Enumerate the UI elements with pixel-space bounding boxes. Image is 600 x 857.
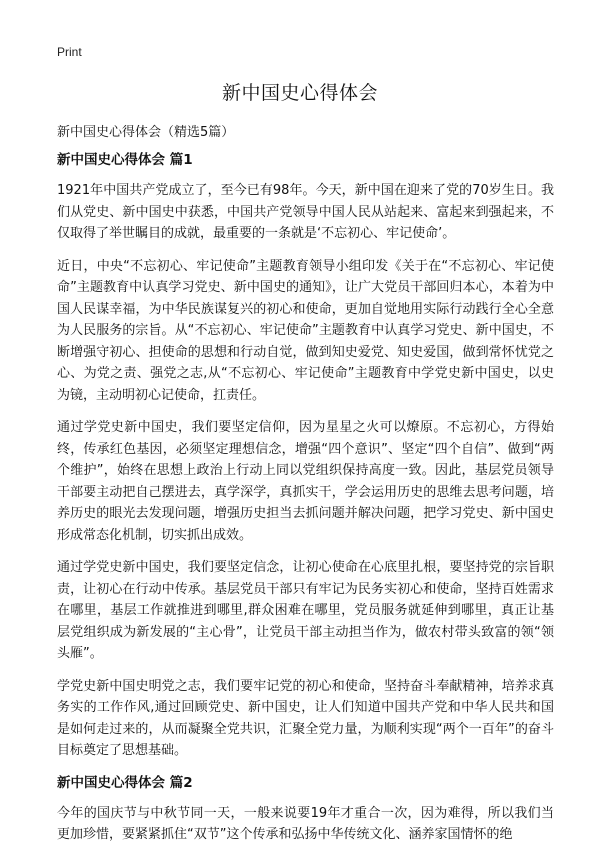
print-label[interactable]: Print	[57, 45, 82, 59]
section-2-paragraph-1: 今年的国庆节与中秋节同一天，一般来说要19年才重合一次，因为难得，所以我们当更加珍惜，要紧紧抓住“双节”这个传承和弘扬中华传统文化、涵养家国情怀的绝	[57, 805, 554, 842]
section-1-paragraph-5: 学党史新中国史明党之志，我们要牢记党的初心和使命，坚持奋斗奉献精神，培养求真务实的工作作风,通过回顾党史、新中国史，让人们知道中国共产党和中华人民共和国是如何走过来的，从而凝聚全党共识，汇聚全党力量，为顺利实现“两个一百年”的奋斗目标奠定了思想基础。	[57, 678, 554, 758]
section-1-paragraph-3: 通过学党史新中国史，我们要坚定信仰，因为星星之火可以燎原。不忘初心，方得始终，传承红色基因，必须坚定理想信念，增强“四个意识”、坚定“四个自信”、做到“两个维护”，始终在思想上政治上行动上同以党组织保持高度一致。因此，基层党员领导干部要主动把自己摆进去，真学深学，真抓实干，学会运用历史的思维去思考问题，培养历史的眼光去发现问题，增强历史担当去抓问题并解决问题，把学习党史、新中国史形成常态化机制，切实抓出成效。	[57, 420, 554, 543]
section-1-paragraph-1: 1921年中国共产党成立了，至今已有98年。今天，新中国在迎来了党的70岁生日。我们从党史、新中国史中获悉，中国共产党领导中国人民从站起来、富起来到强起来，不仅取得了举世瞩目的成就，最重要的一条就是‘不忘初心、牢记使命’。	[57, 183, 554, 241]
section-1-paragraph-2: 近日，中央“不忘初心、牢记使命”主题教育领导小组印发《关于在“不忘初心、牢记使命”主题教育中认真学习党史、新中国史的通知》，让广大党员干部回归本心，本着为中国人民谋幸福，为中华民族谋复兴的初心和使命，更加自觉地用实际行动践行全心全意为人民服务的宗旨。从“不忘初心、牢记使命”主题教育中认真学习党史、新中国史，不断增强守初心、担使命的思想和行动自觉，做到知史爱党、知史爱国，做到常怀忧党之心、为党之责、强党之志,从“不忘初心、牢记使命”主题教育中学党史新中国史，以史为镜，主动明初心记使命，扛责任。	[57, 258, 554, 403]
section-1-paragraph-4: 通过学党史新中国史，我们要坚定信念，让初心使命在心底里扎根，要坚持党的宗旨职责，让初心在行动中传承。基层党员干部只有牢记为民务实初心和使命，坚持百姓需求在哪里，基层工作就推进到哪里,群众困难在哪里，党员服务就延伸到哪里，真正让基层党组织成为新发展的“主心骨”，让党员干部主动担当作为，做农村带头致富的领“领头雁”。	[57, 560, 554, 661]
article-body	[57, 150, 554, 857]
section-heading-1: 新中国史心得体会 篇1	[57, 152, 193, 168]
section-heading-2: 新中国史心得体会 篇2	[57, 774, 193, 791]
document-subtitle: 新中国史心得体会（精选5篇）	[57, 125, 235, 140]
document-title: 新中国史心得体会	[221, 82, 378, 104]
